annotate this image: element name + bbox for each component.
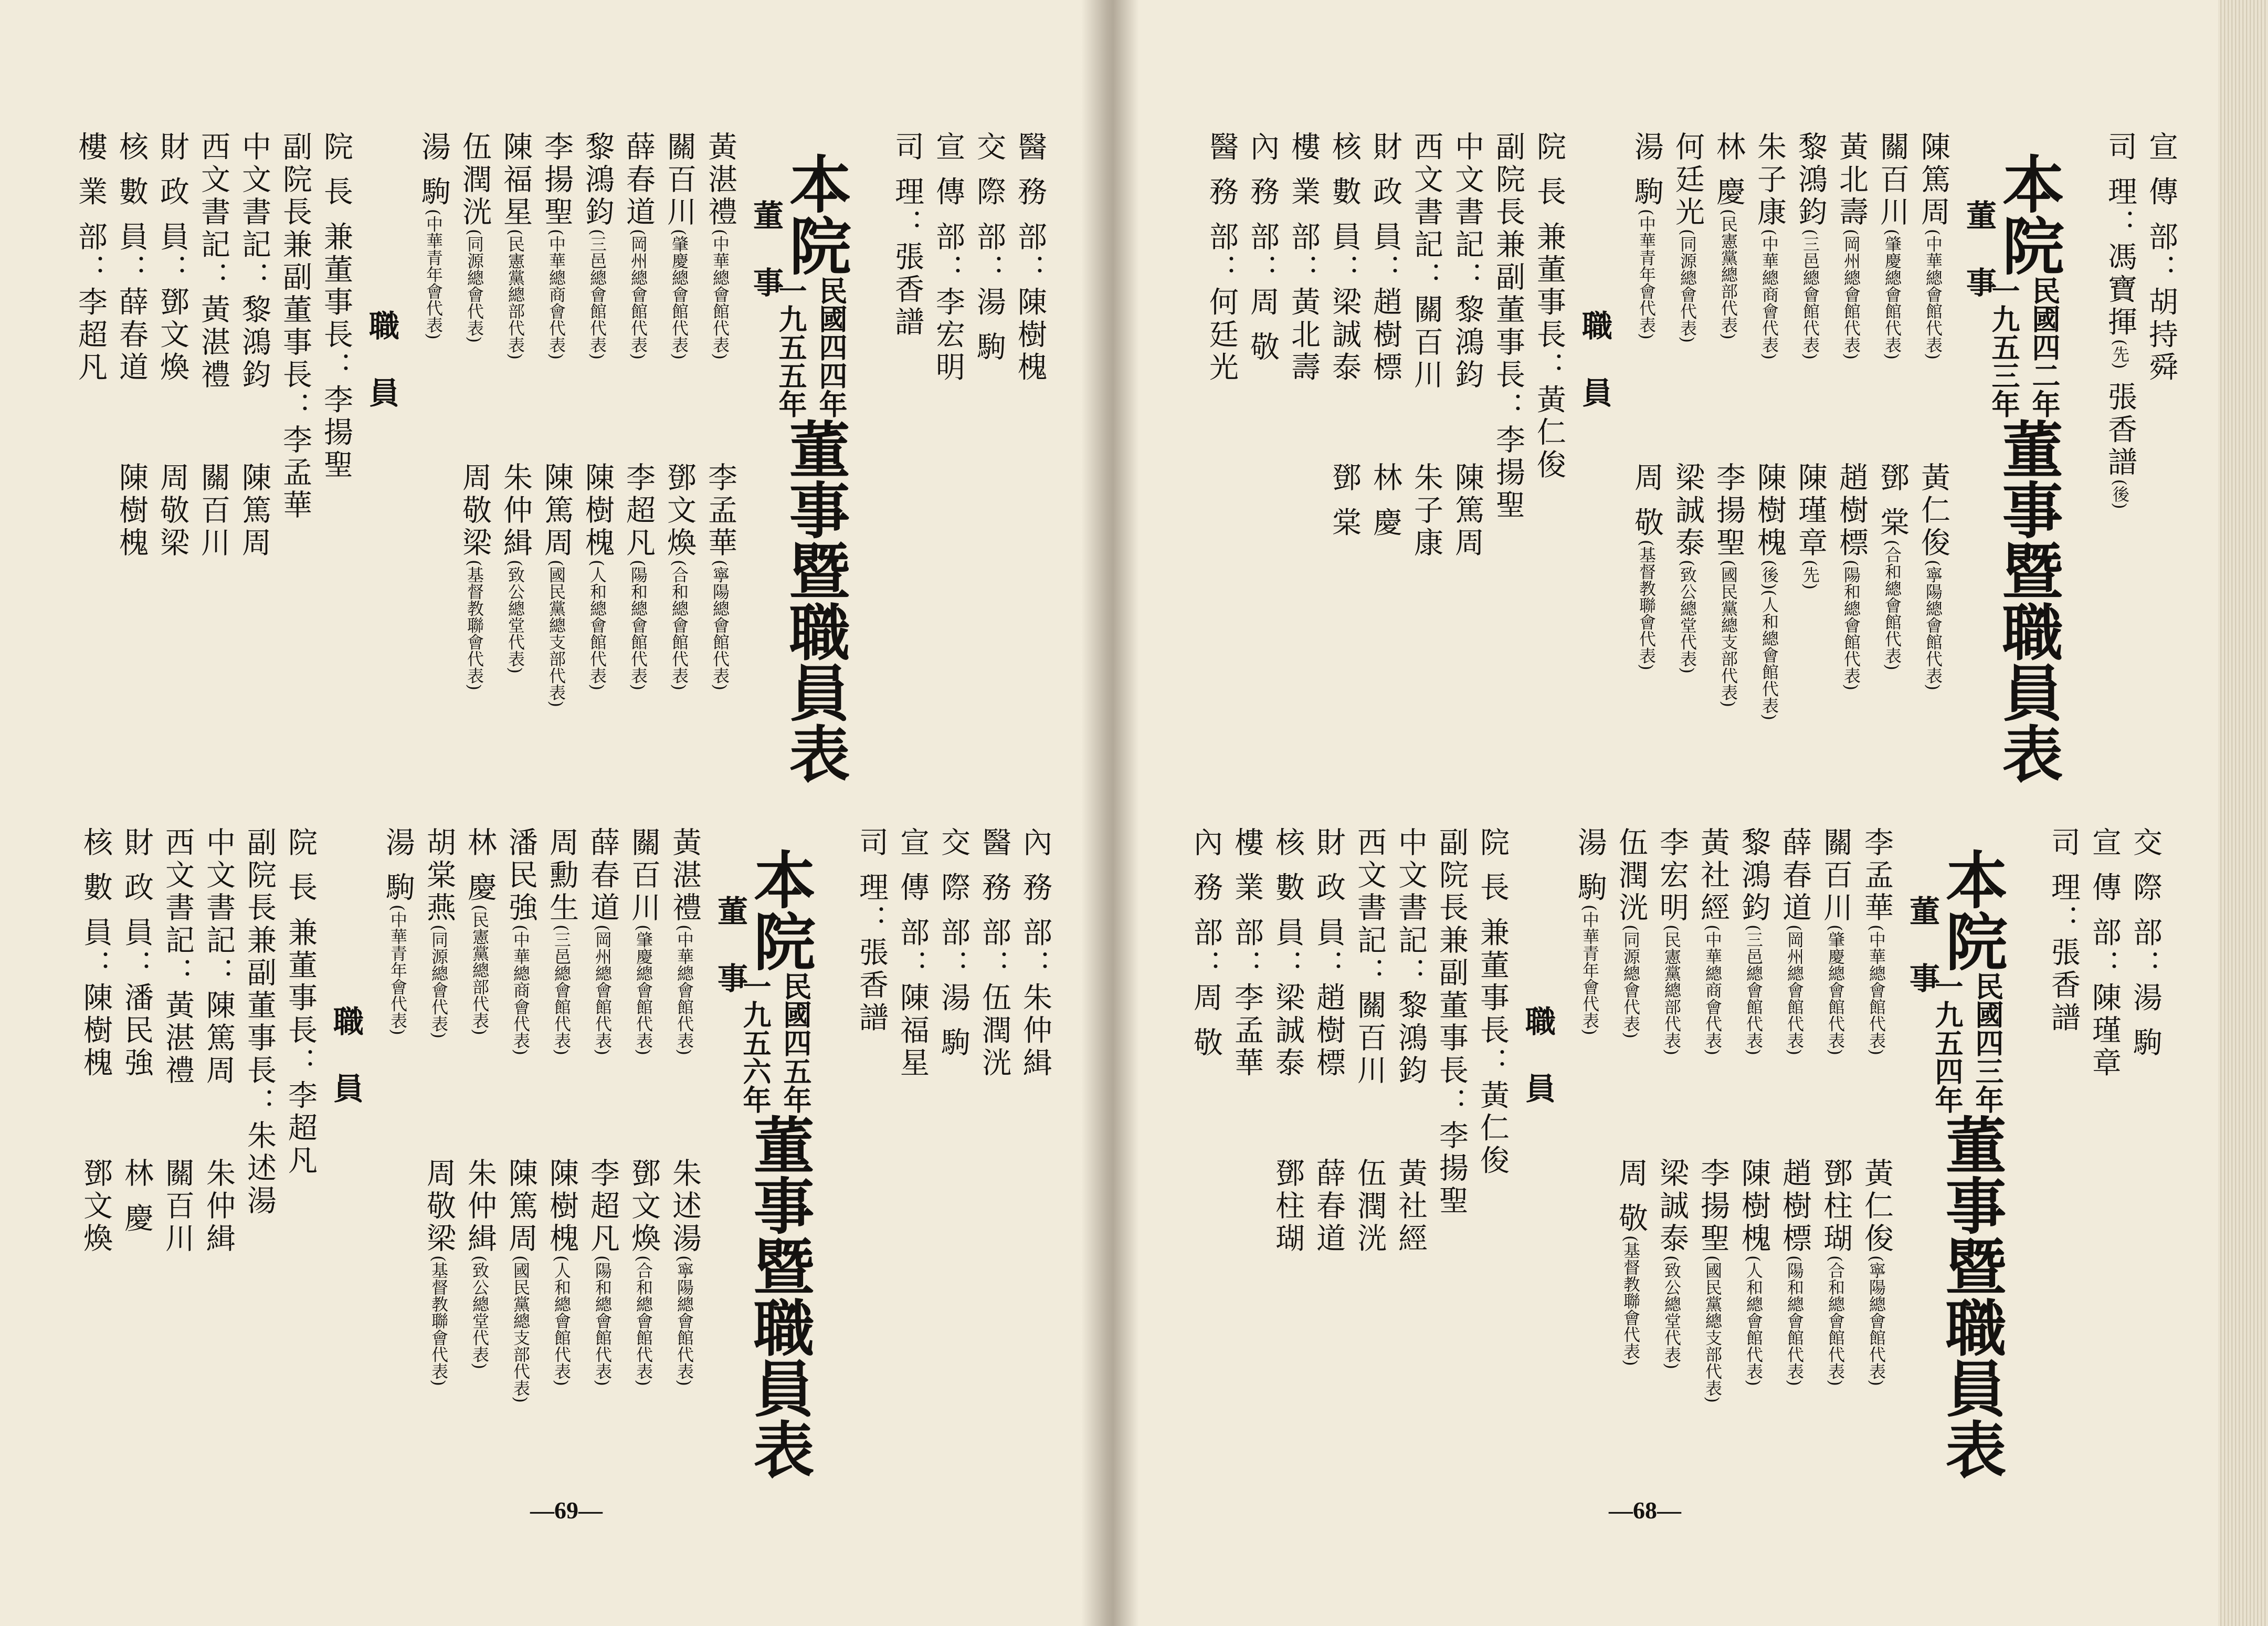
member-name: 李揚聖 (540, 131, 574, 229)
member-name: 陳樹槐 (581, 462, 615, 560)
staff-entry: 周敬梁 (155, 462, 189, 560)
staff-entry: 副院長兼副董事長：李揚聖 (1434, 827, 1469, 1218)
member-name: 黃仁俊 (1916, 462, 1950, 560)
board-member (463, 827, 497, 1158)
section-title (1927, 848, 2016, 1479)
member-name: 梁誠泰 (1671, 462, 1705, 560)
member-note: (同源總會代表) (429, 925, 449, 1038)
member-note: (民憲黨總部代表) (1718, 208, 1738, 340)
title-year-roc: 民國四三年 (1971, 972, 2004, 1114)
member-note: (中華總商會代表) (1703, 925, 1723, 1055)
staff-entry (2047, 827, 2081, 1035)
member-name: 黎鴻鈞 (1794, 131, 1828, 229)
staff-entry: 鄧文煥 (79, 1158, 113, 1255)
staff-column (1230, 827, 1264, 1080)
staff-entry: 中文書記：黎鴻鈞 (1394, 827, 1428, 1087)
board-member (1696, 827, 1730, 1158)
staff-entry: 樓 業 部：李超凡 (73, 131, 108, 384)
board-column (1696, 827, 1730, 1403)
staff-heading: 職員 (328, 1005, 364, 1140)
board-column (545, 827, 579, 1386)
board-member (1655, 827, 1689, 1158)
staff-note: (後) (2110, 479, 2130, 509)
member-name: 李孟華 (703, 462, 737, 560)
board-member (1860, 1158, 1894, 1386)
member-note: (中華總會館代表) (1866, 925, 1886, 1055)
staff-entry: 醫 務 部：何廷光 (1205, 131, 1239, 384)
title-year-roc: 民國四四年 (815, 276, 848, 418)
staff-role: 宣 傳 部： (895, 827, 930, 982)
member-note: (寧陽總會館代表) (1923, 560, 1943, 690)
board-column (504, 827, 538, 1403)
staff-entry: 樓 業 部：黃北壽 (1286, 131, 1321, 384)
board-member (463, 1158, 497, 1369)
staff-entry: 鄧柱瑚 (1271, 1158, 1305, 1255)
title-institution: 本院 (743, 848, 816, 972)
staff-entry: 陳篤周 (1450, 462, 1484, 560)
board-member (545, 1158, 579, 1386)
staff-role: 醫 務 部： (977, 827, 1011, 982)
member-name: 林 慶 (463, 827, 497, 905)
staff-column (1189, 827, 1223, 1060)
member-note: (民憲黨總部代表) (470, 904, 490, 1035)
member-note: (人和總會館代表) (587, 560, 607, 690)
board-member (1819, 827, 1853, 1158)
staff-column (1271, 827, 1305, 1255)
member-name: 李孟華 (1860, 827, 1894, 925)
staff-name: 張香譜 (2103, 381, 2137, 479)
member-name: 陳瑾章 (1794, 462, 1828, 560)
staff-role: 醫 務 部： (1013, 131, 1047, 287)
member-name: 李超凡 (621, 462, 656, 560)
staff-entry: 中文書記：黎鴻鈞 (1450, 131, 1484, 392)
staff-column (120, 827, 154, 1235)
member-name: 伍潤洸 (1614, 827, 1648, 925)
member-note: (中華總商會代表) (546, 229, 566, 360)
member-note: (肇慶總會館代表) (1882, 229, 1902, 360)
member-note: (中華總會館代表) (674, 925, 694, 1055)
member-note: (中華總會館代表) (1923, 229, 1943, 360)
member-name: 鄧文煥 (627, 1158, 661, 1255)
staff-entry: 財 政 員：潘民強 (120, 827, 154, 1080)
member-note: (致公總堂代表) (470, 1255, 490, 1369)
board-column (463, 827, 497, 1369)
member-note: (合和總會館代表) (634, 1255, 653, 1386)
staff-entry: 關百川 (196, 462, 230, 560)
member-name: 朱仲緝 (499, 462, 533, 560)
member-note: (基督教聯會代表) (1637, 539, 1657, 670)
member-name: 薛春道 (621, 131, 656, 229)
member-name: 周敬梁 (458, 462, 492, 560)
staff-column (161, 827, 195, 1255)
staff-entry: 內 務 部：周 敬 (1189, 827, 1223, 1060)
member-name: 李超凡 (586, 1158, 620, 1255)
member-note: (同源總會代表) (1678, 229, 1697, 343)
member-name: 薛春道 (586, 827, 620, 925)
board-member (422, 827, 456, 1158)
staff-entry: 陳樹槐 (114, 462, 149, 560)
board-column (1655, 827, 1689, 1369)
member-name: 鄧柱瑚 (1819, 1158, 1853, 1255)
board-member (627, 1158, 661, 1386)
staff-role: 司 理： (890, 131, 924, 242)
member-name: 關百川 (1819, 827, 1853, 925)
staff-entry: 西文書記：黃湛禮 (161, 827, 195, 1087)
member-note: (肇慶總會館代表) (669, 229, 689, 360)
board-member (627, 827, 661, 1158)
member-note: (國民黨總支部代表) (511, 1255, 531, 1403)
staff-entry: 陳篤周 (237, 462, 271, 560)
page-number: —69— (530, 1497, 603, 1524)
board-member (1614, 1158, 1648, 1366)
member-note: (岡州總會館代表) (628, 229, 648, 360)
member-name: 陳篤周 (540, 462, 574, 560)
member-name: 湯 駒 (381, 827, 415, 905)
member-note: (民憲黨總部代表) (1662, 925, 1682, 1055)
member-note: (致公總堂代表) (1678, 560, 1697, 674)
staff-column (202, 827, 236, 1255)
member-name: 陳樹槐 (1737, 1158, 1771, 1255)
staff-name: 張香譜 (2047, 937, 2081, 1035)
member-note: (中華總商會代表) (1759, 229, 1779, 360)
staff-column (1475, 827, 1510, 1178)
staff-entry: 核 數 員：陳樹槐 (79, 827, 113, 1080)
member-name: 趙樹標 (1778, 1158, 1812, 1255)
member-note: (中華青年會代表) (424, 208, 444, 340)
member-note: (中華總會館代表) (710, 229, 730, 360)
member-name: 黃北壽 (1834, 131, 1869, 229)
member-note: (三邑總會館代表) (1800, 229, 1820, 360)
staff-entry: 院 長 兼董事長：黃仁俊 (1532, 131, 1566, 482)
staff-name: 湯 駒 (972, 286, 1006, 364)
member-name: 薛春道 (1778, 827, 1812, 925)
board-member (668, 1158, 702, 1386)
staff-entry (895, 827, 930, 1080)
member-name: 鄧 棠 (1875, 462, 1910, 540)
member-note: (致公總堂代表) (505, 560, 525, 674)
member-note: (中華青年會代表) (1637, 208, 1657, 340)
member-name: 李宏明 (1655, 827, 1689, 925)
board-member (1778, 827, 1812, 1158)
staff-column (283, 827, 318, 1178)
board-member (545, 827, 579, 1158)
staff-entry (936, 827, 971, 1060)
staff-entry: 院 長 兼董事長：李超凡 (283, 827, 318, 1178)
member-note: (國民黨總支部代表) (1718, 560, 1738, 707)
board-heading: 董事 (1904, 895, 1940, 1030)
staff-entry (1020, 827, 1050, 1080)
member-note: (三邑總會館代表) (552, 925, 572, 1055)
member-name: 關百川 (662, 131, 697, 229)
member-note: (肇慶總會館代表) (634, 925, 653, 1055)
board-column (1860, 827, 1894, 1386)
title-institution: 本院 (1935, 848, 2008, 972)
staff-entry: 朱子康 (1409, 462, 1443, 560)
title-suffix: 董事暨職員表 (1935, 1114, 2006, 1479)
staff-entry: 黃社經 (1394, 1158, 1428, 1255)
board-column (1737, 827, 1771, 1386)
member-name: 朱述湯 (668, 1158, 702, 1255)
member-note: (人和總會館代表) (1744, 1255, 1764, 1386)
staff-name: 湯 駒 (936, 982, 971, 1060)
staff-column (242, 827, 277, 1218)
member-name: 鄧文煥 (662, 462, 697, 560)
member-note: (基督教聯會代表) (429, 1255, 449, 1386)
board-member (1696, 1158, 1730, 1403)
staff-entry: 中文書記：黎鴻鈞 (237, 131, 271, 392)
member-note: (岡州總會館代表) (593, 925, 613, 1055)
board-member (1819, 1158, 1853, 1386)
title-year-ad: 一九五四年 (1931, 972, 1964, 1114)
board-column (1614, 827, 1648, 1366)
staff-role: 宣 傳 部： (931, 131, 965, 287)
staff-name: 李宏明 (931, 286, 965, 384)
member-name: 湯 駒 (417, 131, 451, 209)
member-name: 潘民強 (504, 827, 538, 925)
staff-role: 司 理： (855, 827, 889, 937)
member-note: (岡州總會館代表) (1785, 925, 1805, 1055)
staff-entry (979, 827, 1009, 1080)
staff-heading: 職員 (364, 310, 399, 444)
title-suffix: 董事暨職員表 (743, 1114, 814, 1479)
member-name: 周勳生 (545, 827, 579, 925)
staff-entry: 朱仲緝 (202, 1158, 236, 1255)
staff-entry: 財 政 員：趙樹標 (1312, 827, 1346, 1080)
board-member (586, 827, 620, 1158)
board-member (1860, 827, 1894, 1158)
staff-entry: 副院長兼副董事長：李孟華 (278, 131, 312, 522)
member-name: 陳樹槐 (1753, 462, 1787, 560)
board-column (383, 827, 413, 1158)
member-name: 陳樹槐 (545, 1158, 579, 1255)
member-name: 湯 駒 (1573, 827, 1607, 905)
staff-entry: 核 數 員：薛春道 (114, 131, 149, 384)
board-heading: 董事 (1961, 200, 1997, 334)
member-name: 朱子康 (1753, 131, 1787, 229)
member-note: (合和總會館代表) (669, 560, 689, 690)
staff-entry: 關百川 (161, 1158, 195, 1255)
member-name: 梁誠泰 (1655, 1158, 1689, 1255)
member-note: (寧陽總會館代表) (1866, 1255, 1886, 1386)
member-note: (中華總商會代表) (511, 925, 531, 1055)
board-column (668, 827, 702, 1386)
page-left (0, 0, 1105, 1626)
member-name: 黎鴻鈞 (581, 131, 615, 229)
staff-entry: 院 長 兼董事長：李揚聖 (319, 131, 353, 482)
title-year-ad: 一九五三年 (1987, 276, 2020, 418)
member-name: 黎鴻鈞 (1737, 827, 1771, 925)
member-note: (三邑總會館代表) (1744, 925, 1764, 1055)
member-name: 湯 駒 (1630, 131, 1664, 209)
member-name: 關百川 (1875, 131, 1910, 229)
member-name: 黃仁俊 (1860, 1158, 1894, 1255)
staff-column (1394, 827, 1428, 1255)
member-note: (中華青年會代表) (1580, 904, 1600, 1035)
staff-entry: 西文書記：關百川 (1409, 131, 1443, 392)
roster-section (1105, 0, 2268, 1626)
member-note: (中華青年會代表) (388, 904, 408, 1035)
member-name: 黃社經 (1696, 827, 1730, 925)
staff-entry: 林 慶 (120, 1158, 154, 1235)
member-name: 關百川 (627, 827, 661, 925)
staff-name: 陳樹槐 (1013, 286, 1047, 384)
staff-role: 內 務 部： (1018, 827, 1052, 982)
title-institution: 本院 (779, 152, 851, 276)
title-year-roc: 民國四二年 (2028, 276, 2061, 418)
title-institution: 本院 (1992, 152, 2064, 276)
member-name: 陳篤周 (504, 1158, 538, 1255)
title-suffix: 董事暨職員表 (779, 418, 850, 783)
member-name: 黃湛禮 (703, 131, 737, 229)
staff-entry (2087, 827, 2122, 1080)
staff-entry: 副院長兼副董事長：李揚聖 (1491, 131, 1525, 522)
staff-name: 張香譜 (855, 937, 889, 1035)
member-note: (後)(人和總會館代表) (1759, 560, 1779, 720)
staff-name: 陳福星 (895, 982, 930, 1080)
member-note: (同源總會代表) (1621, 925, 1641, 1038)
staff-heading: 職員 (1520, 1005, 1556, 1140)
member-note: (先) (1800, 560, 1820, 590)
board-column (586, 827, 620, 1386)
member-note: (致公總堂代表) (1662, 1255, 1682, 1369)
member-note: (合和總會館代表) (1882, 539, 1902, 670)
member-name: 周 敬 (1630, 462, 1664, 540)
board-column (422, 827, 456, 1386)
member-note: (基督教聯會代表) (1621, 1235, 1641, 1366)
staff-column (79, 827, 113, 1255)
staff-entry: 財 政 員：鄧文煥 (155, 131, 189, 384)
member-note: (同源總會代表) (465, 229, 484, 343)
member-name: 何廷光 (1671, 131, 1705, 229)
member-note: (民憲黨總部代表) (505, 229, 525, 360)
member-note: (陽和總會館代表) (1841, 560, 1861, 690)
roster-section (0, 0, 1105, 1626)
board-member (422, 1158, 456, 1386)
staff-entry: 核 數 員：梁誠泰 (1327, 131, 1362, 384)
member-name: 趙樹標 (1834, 462, 1869, 560)
board-heading: 董事 (748, 200, 784, 334)
staff-role: 宣 傳 部： (2087, 827, 2122, 982)
board-column (1575, 827, 1605, 1158)
board-member (668, 827, 702, 1158)
board-member (1575, 827, 1605, 1158)
staff-entry: 薛春道 (1312, 1158, 1346, 1255)
staff-entry: 內 務 部：周 敬 (1246, 131, 1280, 364)
staff-entry: 林 慶 (1368, 462, 1402, 540)
title-suffix: 董事暨職員表 (1992, 418, 2063, 783)
member-name: 陳福星 (499, 131, 533, 229)
member-name: 李揚聖 (1712, 462, 1746, 560)
member-name: 朱仲緝 (463, 1158, 497, 1255)
staff-entry: 副院長兼副董事長：朱述湯 (242, 827, 277, 1218)
staff-name: 湯 駒 (2128, 982, 2162, 1060)
staff-entry: 中文書記：陳篤周 (202, 827, 236, 1087)
member-name: 胡棠燕 (422, 827, 456, 925)
staff-entry: 伍潤洸 (1353, 1158, 1387, 1255)
member-name: 黃湛禮 (668, 827, 702, 925)
member-note: (陽和總會館代表) (628, 560, 648, 690)
member-note: (合和總會館代表) (1826, 1255, 1845, 1386)
staff-entry: 核 數 員：梁誠泰 (1271, 827, 1305, 1080)
member-note: (陽和總會館代表) (1785, 1255, 1805, 1386)
staff-role: 宣 傳 部： (2144, 131, 2178, 287)
member-note: (陽和總會館代表) (593, 1255, 613, 1386)
board-member (1737, 1158, 1771, 1386)
board-member (1655, 1158, 1689, 1369)
staff-name: 張香譜 (890, 241, 924, 339)
staff-column (1312, 827, 1346, 1255)
staff-role: 交 際 部： (936, 827, 971, 982)
board-member (1778, 1158, 1812, 1386)
member-note: (國民黨總支部代表) (1703, 1255, 1723, 1403)
board-heading: 董事 (712, 895, 748, 1030)
staff-entry: 樓 業 部：李孟華 (1230, 827, 1264, 1080)
section-title (735, 848, 824, 1479)
staff-entry: 院 長 兼董事長：黃仁俊 (1475, 827, 1510, 1178)
staff-heading: 職員 (1577, 310, 1612, 444)
member-note: (人和總會館代表) (552, 1255, 572, 1386)
board-member (383, 827, 413, 1158)
board-column (1778, 827, 1812, 1386)
staff-column (1353, 827, 1387, 1255)
staff-entry: 鄧 棠 (1327, 462, 1362, 540)
page-right (1105, 0, 2268, 1626)
staff-role: 交 際 部： (972, 131, 1006, 287)
staff-entry (2130, 827, 2160, 1059)
member-name: 陳篤周 (1916, 131, 1950, 229)
staff-entry: 西文書記：黃湛禮 (196, 131, 230, 392)
member-note: (基督教聯會代表) (465, 560, 484, 690)
member-note: (國民黨總支部代表) (546, 560, 566, 707)
staff-name: 伍潤洸 (977, 982, 1011, 1080)
board-member (586, 1158, 620, 1386)
board-member (1614, 827, 1648, 1158)
page-number: —68— (1609, 1497, 1681, 1524)
member-name: 周 敬 (1614, 1158, 1648, 1235)
member-note: (肇慶總會館代表) (1826, 925, 1845, 1055)
board-member (504, 827, 538, 1158)
member-name: 李揚聖 (1696, 1158, 1730, 1255)
member-name: 林 慶 (1712, 131, 1746, 209)
staff-name: 陳瑾章 (2087, 982, 2122, 1080)
staff-role: 交 際 部： (2128, 827, 2162, 982)
board-member (504, 1158, 538, 1403)
member-name: 伍潤洸 (458, 131, 492, 229)
board-column (1819, 827, 1853, 1386)
staff-entry (855, 827, 889, 1035)
staff-entry: 財 政 員：趙樹標 (1368, 131, 1402, 384)
member-note: (三邑總會館代表) (587, 229, 607, 360)
staff-note: (先) (2110, 339, 2130, 369)
title-year-ad: 一九五六年 (739, 972, 772, 1114)
title-year-ad: 一九五五年 (774, 276, 807, 418)
staff-name: 朱仲緝 (1018, 982, 1052, 1080)
board-column (627, 827, 661, 1386)
staff-name: 馮寶揮 (2103, 241, 2137, 339)
staff-column (1434, 827, 1469, 1218)
member-note: (寧陽總會館代表) (674, 1255, 694, 1386)
member-name: 周敬梁 (422, 1158, 456, 1255)
staff-name: 胡持舜 (2144, 286, 2178, 384)
member-note: (岡州總會館代表) (1841, 229, 1861, 360)
staff-role: 司 理： (2103, 131, 2137, 242)
staff-role: 司 理： (2047, 827, 2081, 937)
member-note: (寧陽總會館代表) (710, 560, 730, 690)
board-member (1737, 827, 1771, 1158)
title-year-roc: 民國四五年 (779, 972, 812, 1114)
staff-entry: 西文書記：關百川 (1353, 827, 1387, 1087)
